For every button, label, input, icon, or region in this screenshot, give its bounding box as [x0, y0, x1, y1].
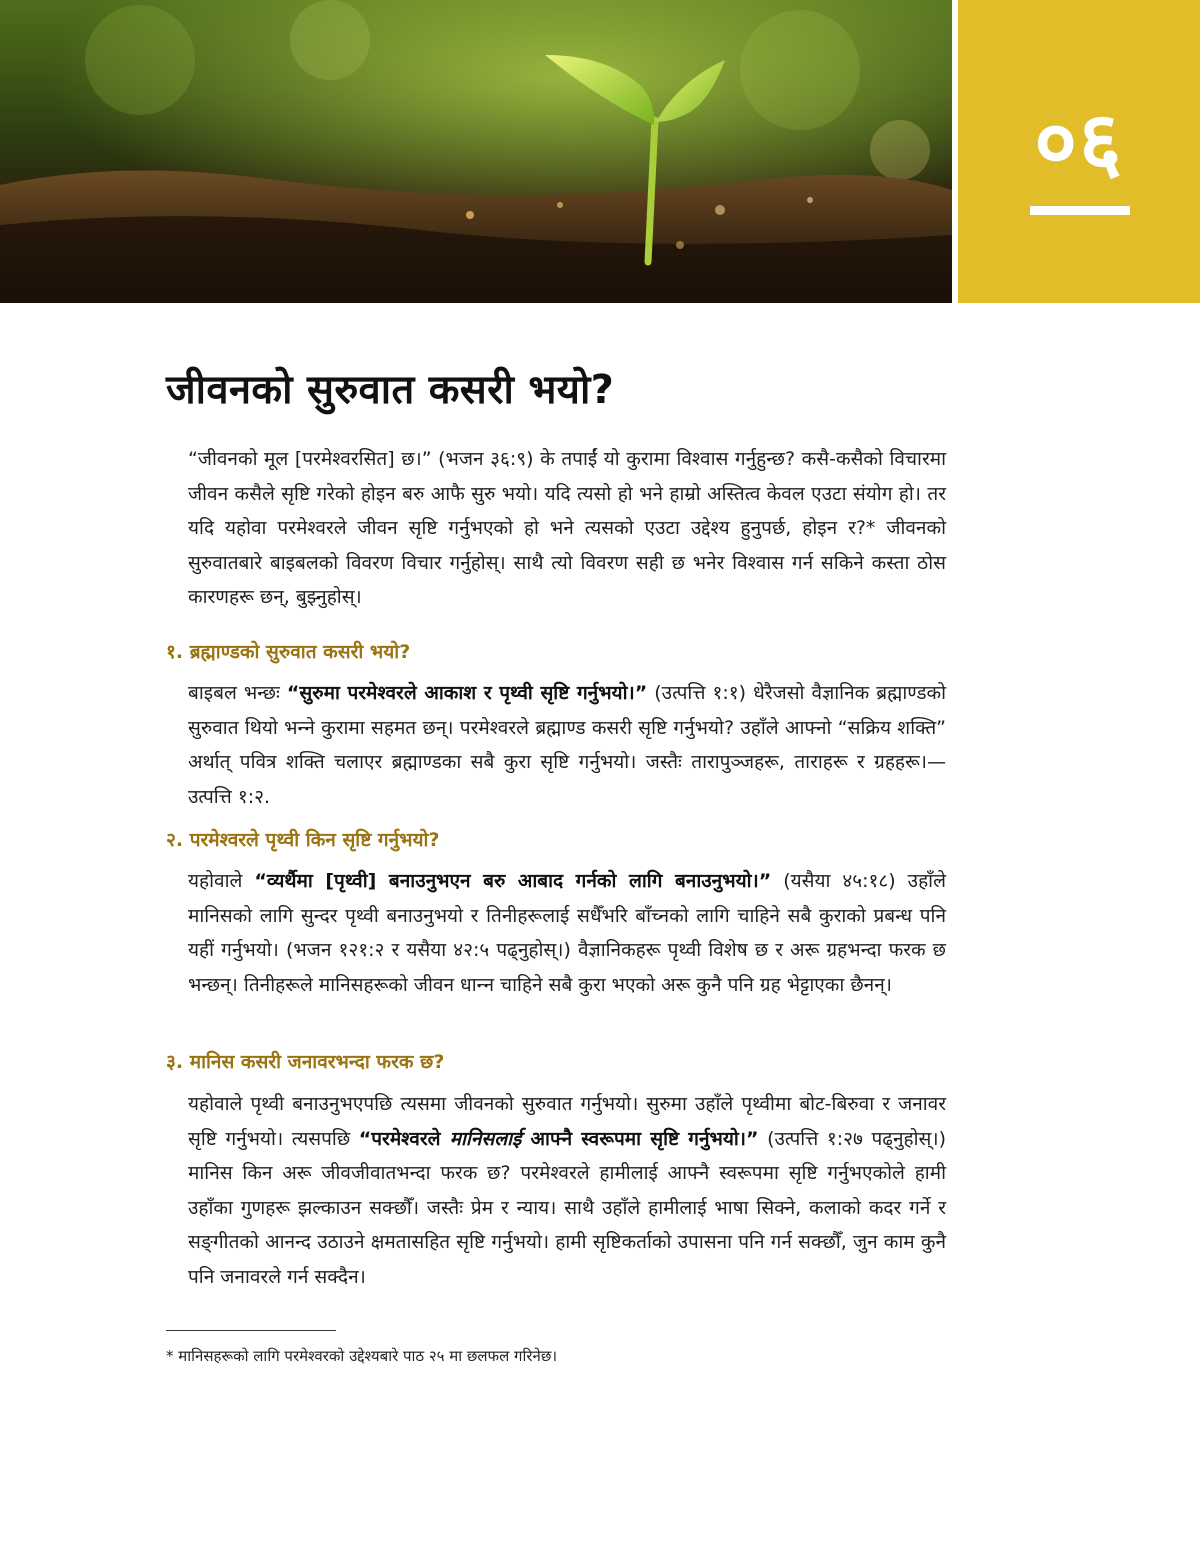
- intro-paragraph: “जीवनको मूल [परमेश्‍वरसित] छ।” (भजन ३६:९) के तपाईं यो कुरामा विश्‍वास गर्नुहुन्छ? कसै-कसैको विचारमा जीवन कसैले सृष्टि गरेको होइन बरु आफै सुरु भयो। यदि त्यसो हो भने हाम्रो अस्तित्व केवल एउटा संयोग हो। तर यदि यहोवा परमेश्‍वरले जीवन सृष्टि गर्नुभएको हो भने त्यसको एउटा उद्देश्‍य हुनुपर्छ, होइन र?* जीवनको सुरुवातबारे बाइबलको विवरण विचार गर्नुहोस्। साथै त्यो विवरण सही छ भनेर विश्‍वास गर्न सकिने कस्ता ठोस कारणहरू छन्, बुझ्नुहोस्।: [188, 448, 946, 608]
- question-1: १. ब्रह्माण्डको सुरुवात कसरी भयो?: [166, 641, 411, 663]
- answer-3-quote-a: “परमेश्‍वरले: [358, 1127, 450, 1150]
- chapter-badge: [958, 0, 1200, 303]
- footnote-divider: [166, 1330, 336, 1331]
- answer-3-quote-emphasis: मानिसलाई: [449, 1127, 522, 1150]
- answer-3-quote-b: आफ्नै स्वरूपमा सृष्टि गर्नुभयो।”: [521, 1127, 759, 1150]
- answer-2-lead: यहोवाले: [188, 870, 255, 892]
- question-3: ३. मानिस कसरी जनावरभन्दा फरक छ?: [166, 1051, 445, 1073]
- question-2: २. परमेश्‍वरले पृथ्वी किन सृष्टि गर्नुभयो?: [166, 829, 440, 851]
- answer-2-text: (यसैया ४५:१८) उहाँले मानिसको लागि सुन्दर पृथ्वी बनाउनुभयो र तिनीहरूलाई सधैँभरि बाँच्नको लागि चाहिने सबै कुराको प्रबन्ध पनि यहीं गर्नुभयो। (भजन १२१:२ र यसैया ४२:५ पढ्‌नुहोस्‌।) वैज्ञानिकहरू पृथ्वी विशेष छ र अरू ग्रहभन्दा फरक छ भन्छन्। तिनीहरूले मानिसहरूको जीवन धान्‍न चाहिने सबै कुरा भएको अरू कुनै पनि ग्रह भेट्टाएका छैनन्।: [188, 870, 946, 996]
- chapter-underline: [1030, 206, 1130, 215]
- answer-3-lead: यहोवाले पृथ्वी बनाउनुभएपछि त्यसमा जीवनको सुरुवात गर्नुभयो। सुरुमा उहाँले पृथ्वीमा बोट-बिरुवा र जनावर सृष्टि गर्नुभयो। त्यसपछि: [188, 1093, 946, 1150]
- chapter-number: ०६: [1034, 95, 1124, 190]
- answer-3: [188, 1087, 946, 1294]
- answer-1-quote: “सुरुमा परमेश्‍वरले आकाश र पृथ्वी सृष्टि गर्नुभयो।”: [286, 682, 648, 704]
- footnote: * मानिसहरूको लागि परमेश्‍वरको उद्देश्‍यबारे पाठ २५ मा छलफल गरिनेछ।: [166, 1347, 558, 1365]
- answer-1: [188, 676, 946, 814]
- answer-1-text: (उत्पत्ति १:१) धेरैजसो वैज्ञानिक ब्रह्माण्डको सुरुवात थियो भन्‍ने कुरामा सहमत छन्। परमेश्‍वरले ब्रह्माण्ड कसरी सृष्टि गर्नुभयो? उहाँले आफ्नो “सक्रिय शक्‍ति” अर्थात्‌ पवित्र शक्‍ति चलाएर ब्रह्माण्डका सबै कुरा सृष्टि गर्नुभयो। जस्तैः तारापुञ्जहरू, ताराहरू र ग्रहहरू।—उत्पत्ति १:२.: [188, 682, 946, 808]
- answer-2: [188, 864, 946, 1002]
- page-title: जीवनको सुरुवात कसरी भयो?: [166, 367, 615, 413]
- answer-3-text: (उत्पत्ति १:२७ पढ्‌नुहोस्‌।) मानिस किन अरू जीवजीवातभन्दा फरक छ? परमेश्‍वरले हामीलाई आफ्नै स्वरूपमा सृष्टि गर्नुभएकोले हामी उहाँका गुणहरू झल्काउन सक्छौँ। जस्तैः प्रेम र न्याय। साथै उहाँले हामीलाई भाषा सिक्ने, कलाको कदर गर्ने र सङ्‌गीतको आनन्द उठाउने क्षमतासहित सृष्टि गर्नुभयो। हामी सृष्टिकर्ताको उपासना पनि गर्न सक्छौँ, जुन काम कुनै पनि जनावरले गर्न सक्दैन।: [188, 1127, 947, 1288]
- answer-2-quote: “व्यर्थैमा [पृथ्वी] बनाउनुभएन बरु आबाद गर्नको लागि बनाउनुभयो।”: [254, 870, 772, 892]
- seedling-photo: [0, 0, 952, 303]
- answer-3-quote: [359, 1128, 759, 1150]
- answer-1-lead: बाइबल भन्छः: [188, 682, 287, 704]
